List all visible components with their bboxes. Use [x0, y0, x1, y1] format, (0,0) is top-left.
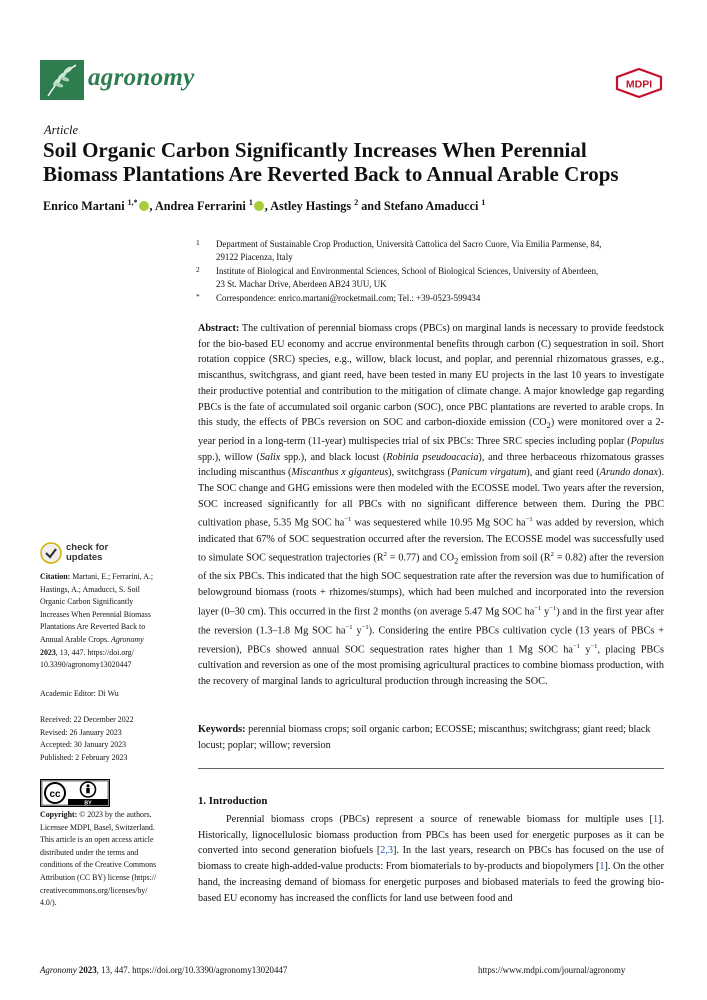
copyright-block: Copyright: © 2023 by the authors. Licensee MDPI, Basel, Switzerland. This article is an open access article distributed under the terms and conditions of the Creative Commons Attribution (CC BY) license (https:// creativecommons.org/licenses/by/ 4.0/).: [40, 810, 157, 908]
author-name[interactable]: Stefano Amaducci: [383, 199, 479, 214]
orcid-icon[interactable]: [254, 201, 264, 211]
divider: [198, 768, 664, 769]
citation-block: Citation: Martani, E.; Ferrarini, A.; Hastings, A.; Amaducci, S. Soil Organic Carbon Significantly Increases When Perennial Biomass Plantations Are Reverted Back to Annual Arable Crops. Agronomy 2023, 13, 447. https://doi.org/ 10.3390/agronomy13020447: [40, 571, 182, 672]
publisher-name: MDPI: [625, 78, 653, 91]
dates-block: Received: 22 December 2022 Revised: 26 January 2023 Accepted: 30 January 2023 Published: 2 February 2023: [40, 715, 134, 762]
author-list: Enrico Martani $^{1,*}$ , Andrea Ferrarini $^1$ , Astley Hastings $^2$ and Stefano Amaducci $^1$: [43, 198, 486, 214]
svg-text:cc: cc: [49, 789, 61, 800]
check-updates-icon: [40, 542, 62, 564]
footer-journal-link[interactable]: https://www.mdpi.com/journal/agronomy: [478, 965, 626, 975]
section-heading: 1. Introduction: [198, 795, 268, 807]
check-for-updates-button[interactable]: check for updates: [40, 542, 150, 566]
journal-name: agronomy: [88, 64, 195, 91]
keywords-label: Keywords:: [198, 724, 246, 735]
page-title: [43, 138, 683, 186]
author-name[interactable]: Astley Hastings: [270, 199, 352, 214]
author-name[interactable]: Enrico Martani: [43, 199, 125, 214]
mdpi-logo-icon: [615, 68, 663, 98]
footer-citation: Agronomy 2023, 13, 447. https://doi.org/10.3390/agronomy13020447: [40, 965, 288, 975]
citation-link[interactable]: 1: [652, 814, 659, 825]
article-type: Article: [44, 123, 79, 137]
citation-link[interactable]: 2,3: [380, 845, 393, 857]
intro-paragraph: Perennial biomass crops (PBCs) represent a source of renewable biomass for multiple uses [1]. Historically, lignocellulosic biomass production from PBCs has been used for energetic purposes as it can be converted into second generation biofuels [2,3]. In the last years, research on PBCs has focused on the use of biomass to create high-added-value products: From biomaterials to by-products and biopolymers [1]. On the other hand, the increasing demand of biomass for energetic purposes and biobased materials to feed the growing bio-based EU economy has increased the conflicts for land use between food and: [198, 814, 664, 904]
cc-by-license-icon[interactable]: [40, 779, 110, 807]
author-name[interactable]: Andrea Ferrarini: [154, 199, 246, 214]
abstract: Abstract: The cultivation of perennial biomass crops (PBCs) on marginal lands is necessary to provide feedstock for the bio-based EU economy and accrue environmental benefits through carbon (C) sequestration in soil. Short rotation coppice (SRC) species, e.g., willow, black locust, and poplar, and perennial rhizomatous grasses, e.g., miscanthus, switchgrass, and giant reed, have been tested in many EU projects in the last 10 years to investigate their productive potential and contribution to the mitigation of climate change. A major knowledge gap regarding PBCs is the fate of accumulated soil organic carbon (SOC), once PBC plantations are reverted to arable crops. In this study, the effects of PBCs reversion on SOC and carbon-dioxide emission $(CO_2)$ were monitored over a 2-year period in a long-term (11-year) multispecies trial of six PBCs: Three SRC species including poplar (Populus spp.), willow (Salix spp.), and black locust (Robinia pseudoacacia), and three herbaceous rhizomatous grasses including miscanthus (Miscanthus x giganteus), switchgrass (Panicum virgatum), and giant reed (Arundo donax). The SOC change and GHG emissions were then modeled with the ECOSSE model. Two years after the reversion, SOC increased significantly for all PBCs with no significant difference between them. During the PBC cultivation phase, 5.35 Mg SOC $ha^{-1}$ was sequestered while 10.95 Mg SOC $ha^{-1}$ was added by reversion, which indicated that 67% of SOC sequestration occurred after the reversion. The ECOSSE model was successfully used to simulate SOC sequestration trajectories $(R^2 = 0.77)$ and $CO_2$ emission from soil $(R^2 = 0.82)$ after the reversion of the six PBCs. This indicated that the high SOC sequestration rate after the reversion was due to humification of belowground biomass (roots + rhizomes/stumps), which had been mulched and incorporated into the reversion layer (0–30 cm). This occurred in the first 2 months (on average 5.47 Mg SOC $ha^{-1}$ $y^{-1}$) and in the first year after the reversion (1.3–1.8 Mg SOC $ha^{-1}$ $y^{-1}$). Considering the entire PBCs cultivation cycle (13 years of PBCs + reversion), PBCs showed annual SOC sequestration rates higher than 1 Mg SOC $ha^{-1}$ $y^{-1}$, placing PBCs cultivation and reversion as one of the most promising agricultural practices to combine biomass production, with the recovery of marginal lands to agricultural production through increasing the SOC.: [198, 323, 665, 687]
orcid-icon[interactable]: [139, 201, 149, 211]
journal-logo-icon: [40, 60, 84, 100]
doi-link[interactable]: 10.3390/agronomy13020447: [40, 660, 132, 670]
title-line: Biomass Plantations Are Reverted Back to Annual Arable Crops: [43, 162, 619, 186]
title-line: Soil Organic Carbon Significantly Increases When Perennial: [43, 138, 587, 162]
svg-text:BY: BY: [84, 800, 92, 807]
affiliation: 2 Institute of Biological and Environmental Sciences, School of Biological Sciences, University of Aberdeen, 23 St. Machar Drive, Aberdeen AB24 3UU, UK: [196, 265, 599, 289]
keywords: Keywords: perennial biomass crops; soil organic carbon; ECOSSE; miscanthus; switchgrass; giant reed; black locust; poplar; willow; reversion: [198, 724, 651, 751]
correspondence: * Correspondence: enrico.martani@rocketmail.com; Tel.: +39-0523-599434: [196, 292, 481, 303]
citation-link[interactable]: 1: [599, 861, 605, 873]
abstract-label: Abstract:: [198, 323, 240, 334]
affiliation: 1 Department of Sustainable Crop Production, Università Cattolica del Sacro Cuore, Via Emilia Parmense, 84, 29122 Piacenza, Italy: [196, 238, 602, 262]
academic-editor: Academic Editor: Di Wu: [40, 689, 119, 698]
